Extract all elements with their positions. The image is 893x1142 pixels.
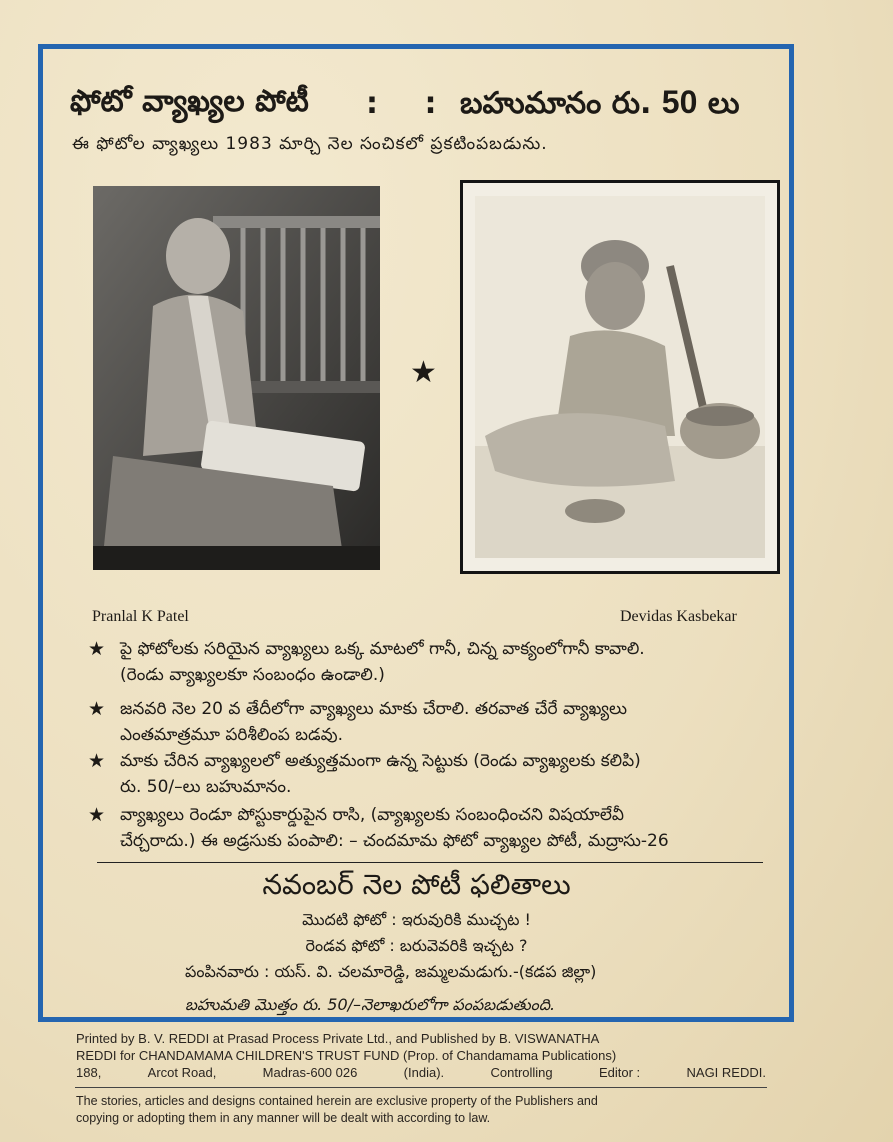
star-icon: ★ (88, 698, 106, 720)
result-prize-note: బహుమతి మొత్తం రు. 50/–నెలాఖరులోగా పంపబడుతుంది. (185, 995, 556, 1014)
copyright-notice: The stories, articles and designs contained herein are exclusive property of the Publishers and copying or adopting them in any manner will be dealt with according to law. (76, 1094, 598, 1125)
star-icon: ★ (88, 750, 106, 772)
rule-item-1: ★ పై ఫోటోలకు సరియైన వ్యాఖ్యలు ఒక్క మాటలో గానీ, చిన్న వాక్యంలోగానీ కావాలి. (రెండు వ్యాఖ్యలకూ సంబంధం ఉండాలి.) (88, 638, 645, 685)
section-divider (97, 862, 763, 863)
photo-child-churning-image (475, 196, 765, 558)
rule-item-4: ★ వ్యాఖ్యలు రెండూ పోస్టుకార్డుపైన రాసి, (వ్యాఖ్యలకు సంబంధించని విషయాలేవీ చేర్చరాదు.) ఈ అడ్రసుకు పంపాలి: – చందమామ ఫోటో వ్యాఖ్యల పోటీ, మద్రాసు-26 (88, 804, 669, 851)
star-icon: ★ (88, 638, 106, 660)
notice-divider (75, 1087, 767, 1088)
header-colons: : : (366, 86, 455, 121)
photo-man-reading-image (93, 186, 380, 570)
imprint-address-row: 188, Arcot Road, Madras-600 026 (India). Controlling Editor : NAGI REDDI. (76, 1065, 766, 1080)
result-second-photo: రెండవ ఫోటో : బరువెవరికి ఇచ్చట ? (305, 936, 528, 955)
result-sender: పంపినవారు : యస్. వి. చలమారెడ్డి, జమ్మలమడుగు.-(కడప జిల్లా) (185, 962, 597, 981)
prize-amount: 50 (661, 84, 698, 120)
prize-text: బహుమానం రు. 50 లు (460, 84, 740, 121)
result-first-photo: మొదటి ఫోటో : ఇరువురికి ముచ్చట ! (302, 910, 531, 929)
contest-header (70, 78, 790, 130)
results-title: నవంబర్ నెల పోటీ ఫలితాలు (262, 868, 571, 901)
star-icon: ★ (88, 804, 106, 826)
photo-caption-right: Devidas Kasbekar (620, 608, 737, 625)
photo-child-churning (475, 196, 765, 558)
rule-item-2: ★ జనవరి నెల 20 వ తేదీలోగా వ్యాఖ్యలు మాకు చేరాలి. తరవాత చేరే వ్యాఖ్యలు ఎంతమాత్రమూ పరిశీలింప బడవు. (88, 698, 627, 745)
star-icon: ★ (410, 355, 437, 390)
contest-title: ఫోటో వ్యాఖ్యల పోటీ (70, 84, 309, 119)
contest-subtitle: ఈ ఫోటోల వ్యాఖ్యలు 1983 మార్చి నెల సంచికలో ప్రకటింపబడును. (72, 134, 548, 154)
rule-item-3: ★ మాకు చేరిన వ్యాఖ్యలలో అత్యుత్తమంగా ఉన్న సెట్టుకు (రెండు వ్యాఖ్యలకు కలిపి) రు. 50/–లు బహుమానం. (88, 750, 641, 797)
photo-caption-left: Pranlal K Patel (92, 608, 189, 625)
photo-man-reading (93, 186, 380, 570)
printer-imprint: Printed by B. V. REDDI at Prasad Process Private Ltd., and Published by B. VISWANATHA REDDI for CHANDAMAMA CHILDREN'S TRUST FUND (Prop. of Chandamama Publications) 188, Arcot Road, Madras-600 026 (India). Controlling Editor : NAGI REDDI. (76, 1031, 766, 1080)
